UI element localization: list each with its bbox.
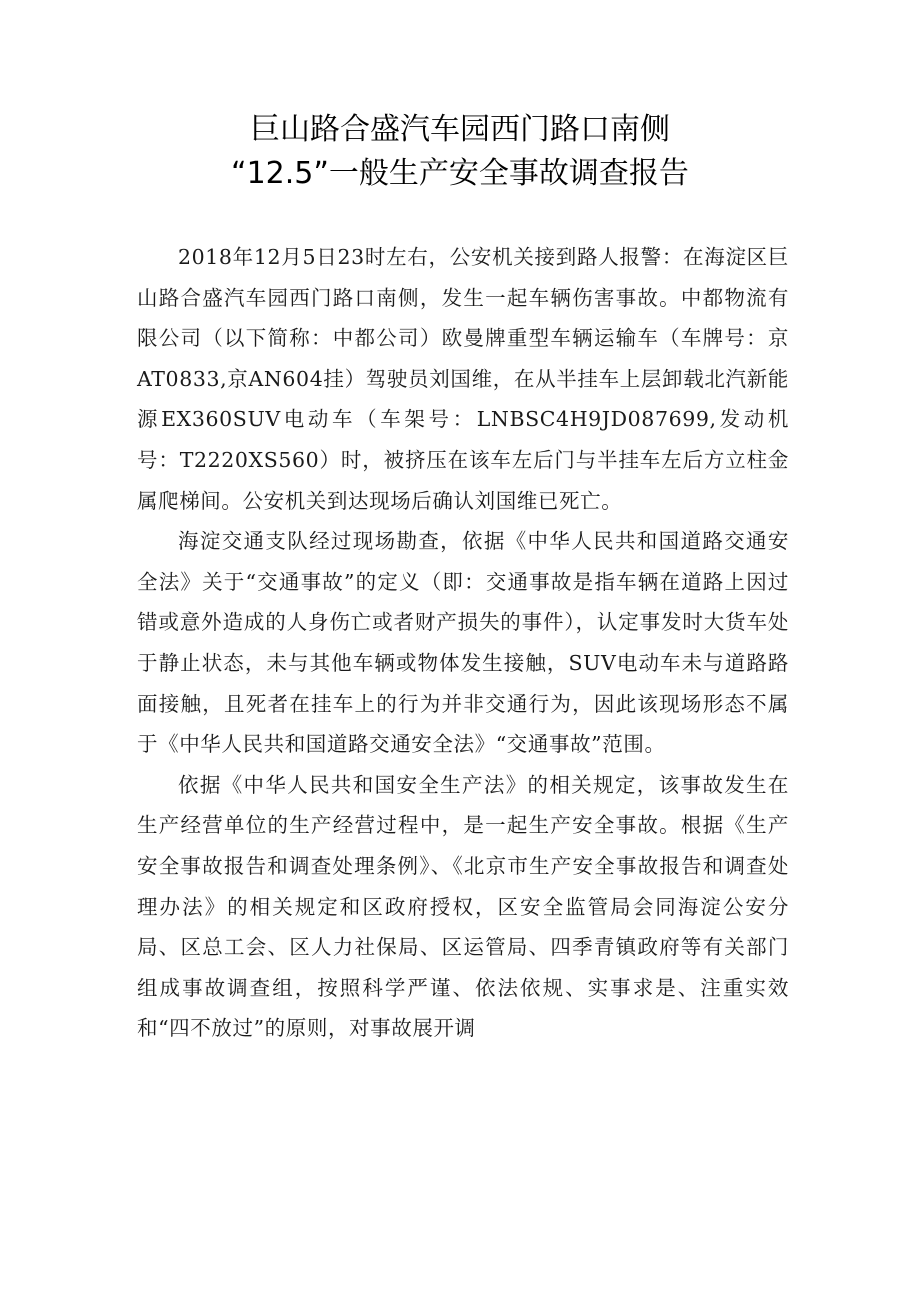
title-line-1: 巨山路合盛汽车园西门路口南侧 [250,112,670,147]
report-title [0,108,920,196]
paragraph-3 [137,765,789,1049]
report-body [137,237,789,1049]
paragraph-1 [137,237,789,521]
paragraph-text: 海淀交通支队经过现场勘查，依据《中华人民共和国道路交通安全法》关于“交通事故”的定义（即：交通事故是指车辆在道路上因过错或意外造成的人身伤亡或者财产损失的事件），认定事发时大货车处于静止状态，未与其他车辆或物体发生接触，SUV电动车未与道路路面接触，且死者在挂车上的行为并非交通行为，因此该现场形态不属于《中华人民共和国道路交通安全法》“交通事故”范围。 [137,529,789,757]
title-line-2: “12.5”一般生产安全事故调查报告 [231,156,689,191]
paragraph-text: 依据《中华人民共和国安全生产法》的相关规定，该事故发生在生产经营单位的生产经营过程中，是一起生产安全事故。根据《生产安全事故报告和调查处理条例》、《北京市生产安全事故报告和调查处理办法》的相关规定和区政府授权，区安全监管局会同海淀公安分局、区总工会、区人力社保局、区运管局、四季青镇政府等有关部门组成事故调查组，按照科学严谨、依法依规、实事求是、注重实效和“四不放过”的原则，对事故展开调 [137,772,789,1041]
paragraph-text: 2018年12月5日23时左右，公安机关接到路人报警：在海淀区巨山路合盛汽车园西门路口南侧，发生一起车辆伤害事故。中都物流有限公司（以下简称：中都公司）欧曼牌重型车辆运输车（车牌号：京AT0833,京AN604挂）驾驶员刘国维，在从半挂车上层卸载北汽新能源EX360SUV电动车（车架号：LNBSC4H9JD087699,发动机号：T2220XS560）时，被挤压在该车左后门与半挂车左后方立柱金属爬梯间。公安机关到达现场后确认刘国维已死亡。 [137,245,789,513]
paragraph-2 [137,521,789,765]
